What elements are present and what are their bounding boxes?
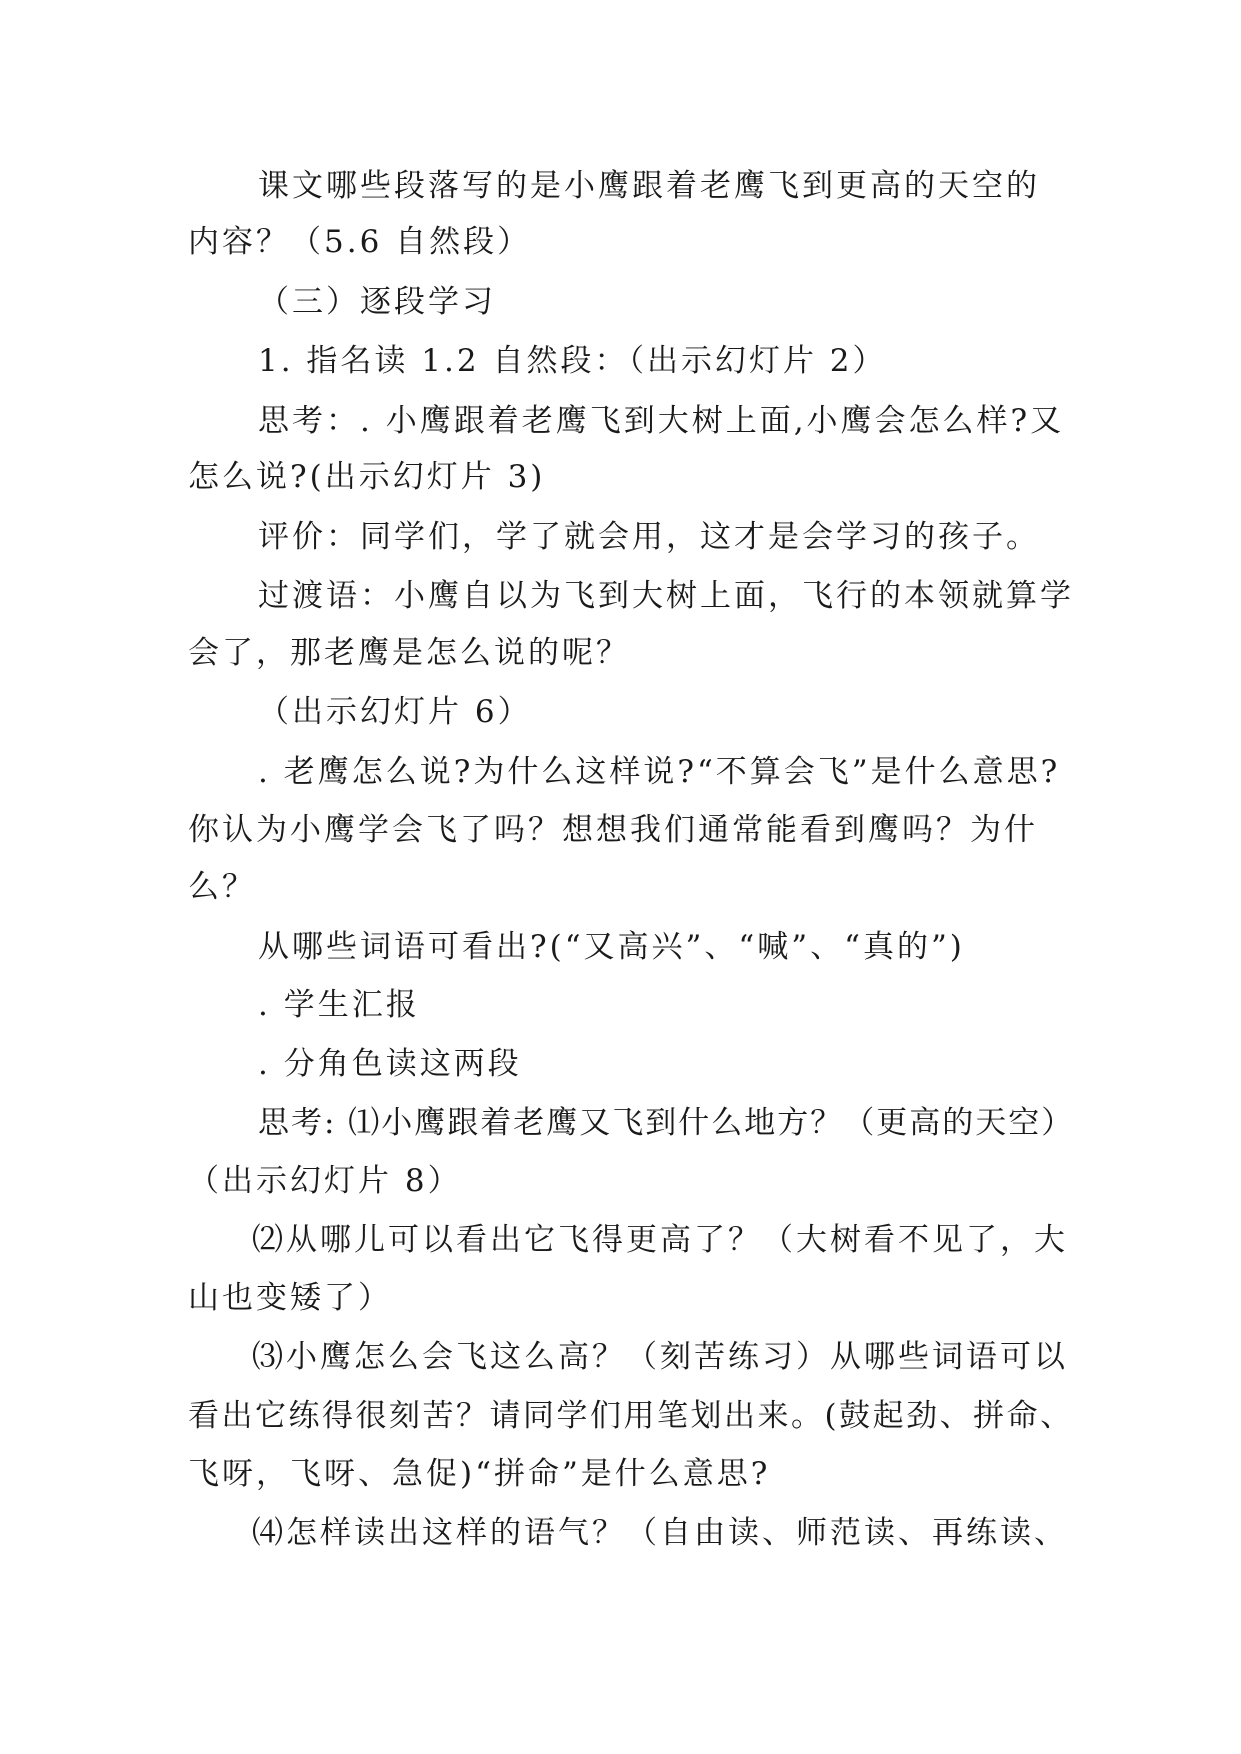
text-line: 会了，那老鹰是怎么说的呢？ (188, 635, 630, 671)
text-line: 课文哪些段落写的是小鹰跟着老鹰飞到更高的天空的 (258, 168, 1040, 204)
text-line: 山也变矮了） (188, 1280, 392, 1316)
text-line: . 学生汇报 (258, 987, 420, 1023)
text-line: 思考：. 小鹰跟着老鹰飞到大树上面,小鹰会怎么样?又 (258, 403, 1065, 439)
text-line: 么？ (188, 869, 256, 905)
text-line: 内容？（5.6 自然段） (188, 224, 532, 260)
text-line: （三）逐段学习 (258, 284, 496, 320)
text-line: 飞呀，飞呀、急促)“拼命”是什么意思? (188, 1456, 771, 1492)
text-line: 怎么说?(出示幻灯片 3) (188, 459, 546, 495)
text-line: . 老鹰怎么说?为什么这样说?“不算会飞”是什么意思? (258, 754, 1061, 790)
text-line: ⑵从哪儿可以看出它飞得更高了？（大树看不见了，大 (252, 1222, 1068, 1258)
text-line: 从哪些词语可看出?(“又高兴”、“喊”、“真的”) (258, 929, 965, 965)
text-line: 过渡语：小鹰自以为飞到大树上面，飞行的本领就算学 (258, 578, 1074, 614)
text-line: （出示幻灯片 8） (188, 1163, 462, 1199)
text-line: 你认为小鹰学会飞了吗？想想我们通常能看到鹰吗？为什 (188, 812, 1038, 848)
text-line: 思考: ⑴小鹰跟着老鹰又飞到什么地方？（更高的天空） (258, 1105, 1075, 1141)
text-line: ⑶小鹰怎么会飞这么高？（刻苦练习）从哪些词语可以 (252, 1339, 1068, 1375)
text-line: ⑷怎样读出这样的语气？（自由读、师范读、再练读、 (252, 1515, 1068, 1551)
text-line: 看出它练得很刻苦？请同学们用笔划出来。(鼓起劲、拼命、 (188, 1398, 1074, 1434)
text-line: 评价：同学们，学了就会用，这才是会学习的孩子。 (258, 519, 1040, 555)
text-line: （出示幻灯片 6） (258, 694, 532, 730)
text-line: 1. 指名读 1.2 自然段：（出示幻灯片 2） (258, 343, 887, 379)
text-line: . 分角色读这两段 (258, 1046, 522, 1082)
